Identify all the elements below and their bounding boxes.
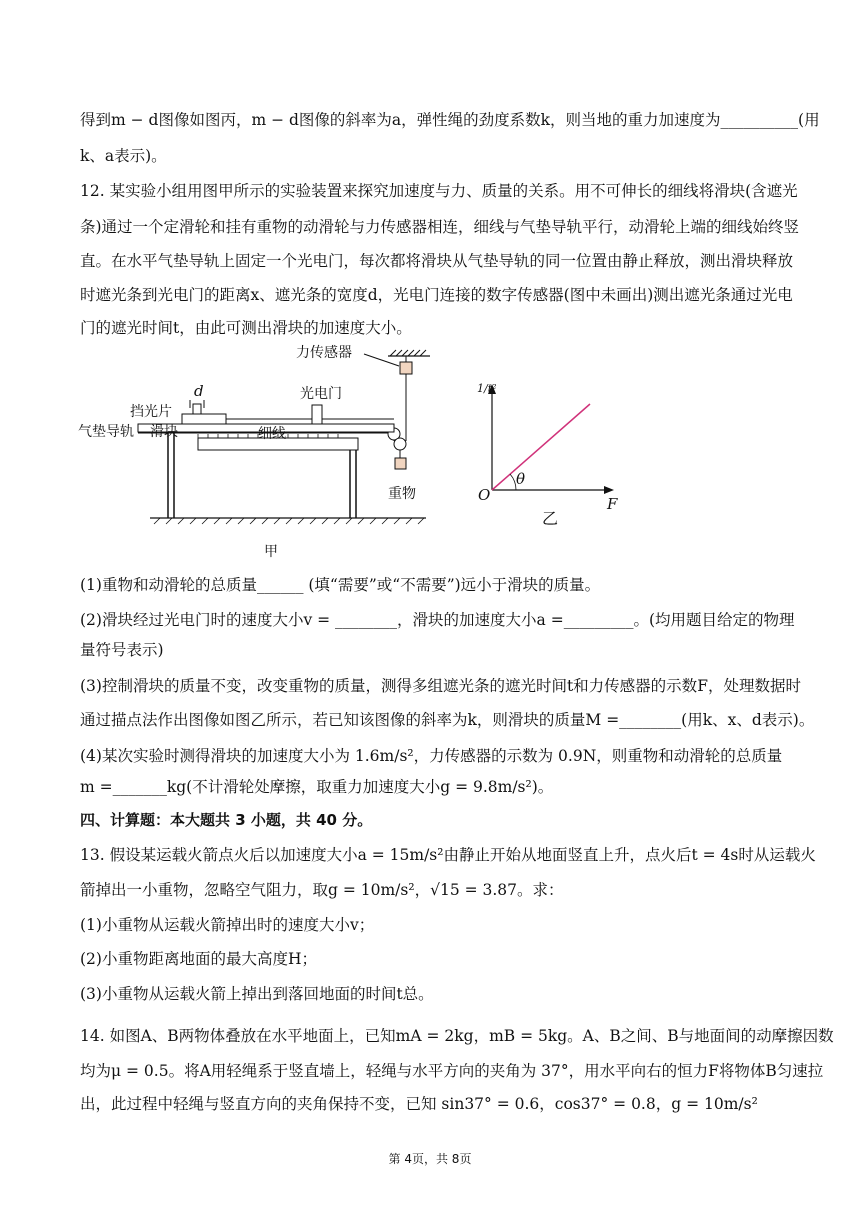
slider-block xyxy=(182,414,226,424)
sub-question-1: (1)重物和动滑轮的总质量______ (填“需要”或“不需要”)远小于滑块的质量。 xyxy=(80,576,601,594)
question-12-text: 12. 某实验小组用图甲所示的实验装置来探究加速度与力、质量的关系。用不可伸长的细线将滑块(含遮光 xyxy=(80,182,798,200)
section-heading: 四、计算题：本大题共 3 小题，共 40 分。 xyxy=(80,811,373,829)
photogate xyxy=(312,405,322,424)
page-footer: 第 4页，共 8页 xyxy=(388,1152,472,1166)
text-line: 出，此过程中轻绳与竖直方向的夹角保持不变，已知 sin37° = 0.6，cos37° = 0.8，g = 10m/s² xyxy=(80,1095,758,1113)
shade-plate xyxy=(193,404,201,414)
text-line: 均为μ = 0.5。将A用轻绳系于竖直墙上，轻绳与水平方向的夹角为 37°，用水平向右的恒力F将物体B匀速拉 xyxy=(80,1062,824,1080)
x-axis-label: F xyxy=(607,495,618,513)
sub-question-3: (3)小重物从运载火箭上掉出到落回地面的时间t总。 xyxy=(80,985,434,1003)
force-sensor-box xyxy=(400,362,412,374)
graph-line xyxy=(492,404,590,490)
question-13-text: 13. 假设某运载火箭点火后以加速度大小a = 15m/s²由静止开始从地面竖直上升，点火后t = 4s时从运载火 xyxy=(80,846,816,864)
apparatus-diagram xyxy=(78,338,638,568)
slider-label: 滑块 xyxy=(150,424,178,440)
text-line: 通过描点法作出图像如图乙所示，若已知该图像的斜率为k，则滑块的质量M =________(用k、x、d表示)。 xyxy=(80,711,815,729)
text-line: 箭掉出一小重物，忽略空气阻力，取g = 10m/s²，√15 = 3.87。求： xyxy=(80,881,564,899)
sub-question-2: (2)小重物距离地面的最大高度H； xyxy=(80,950,317,968)
figure-jia-caption: 甲 xyxy=(264,544,278,560)
text-line: 量符号表示) xyxy=(80,641,164,659)
thread-label: 细线 xyxy=(258,426,286,442)
text-line: m =_______kg(不计滑轮处摩擦，取重力加速度大小g = 9.8m/s²)。 xyxy=(80,778,554,796)
text-line: 得到m − d图像如图丙，m − d图像的斜率为a，弹性绳的劲度系数k，则当地的重力加速度为__________(用 xyxy=(80,111,820,129)
text-line: 门的遮光时间t，由此可测出滑块的加速度大小。 xyxy=(80,319,412,337)
sub-question-3: (3)控制滑块的质量不变，改变重物的质量，测得多组遮光条的遮光时间t和力传感器的示数F，处理数据时 xyxy=(80,677,801,695)
question-14-text: 14. 如图A、B两物体叠放在水平地面上，已知mA = 2kg，mB = 5kg。A、B之间、B与地面间的动摩擦因数 xyxy=(80,1027,834,1045)
air-track-label: 气垫导轨 xyxy=(78,424,134,440)
figure-yi-caption: 乙 xyxy=(542,509,559,528)
movable-pulley xyxy=(394,438,406,450)
text-line: k、a表示)。 xyxy=(80,147,167,165)
y-axis-label: 1/t² xyxy=(477,382,497,395)
angle-label: θ xyxy=(516,470,526,488)
experiment-figure xyxy=(78,338,638,568)
photogate-label: 光电门 xyxy=(300,386,342,402)
force-sensor-label: 力传感器 xyxy=(296,345,352,361)
sub-question-2: (2)滑块经过光电门时的速度大小v = ________，滑块的加速度大小a =_________。(均用题目给定的物理 xyxy=(80,611,795,629)
text-line: 条)通过一个定滑轮和挂有重物的动滑轮与力传感器相连，细线与气垫导轨平行，动滑轮上端的细线始终竖 xyxy=(80,218,800,236)
sub-question-4: (4)某次实验时测得滑块的加速度大小为 1.6m/s²，力传感器的示数为 0.9N，则重物和动滑轮的总质量 xyxy=(80,747,783,765)
text-line: 直。在水平气垫导轨上固定一个光电门，每次都将滑块从气垫导轨的同一位置由静止释放，测出滑块释放 xyxy=(80,252,794,270)
sub-question-1: (1)小重物从运载火箭掉出时的速度大小v； xyxy=(80,916,375,934)
shade-label: 挡光片 xyxy=(130,404,172,420)
origin-label: O xyxy=(478,486,491,504)
width-d-label: d xyxy=(194,382,204,400)
weight-box xyxy=(395,458,406,469)
text-line: 时遮光条到光电门的距离x、遮光条的宽度d，光电门连接的数字传感器(图中未画出)测出遮光条通过光电 xyxy=(80,286,793,304)
graph-yi xyxy=(477,382,618,528)
weight-label: 重物 xyxy=(388,486,416,502)
